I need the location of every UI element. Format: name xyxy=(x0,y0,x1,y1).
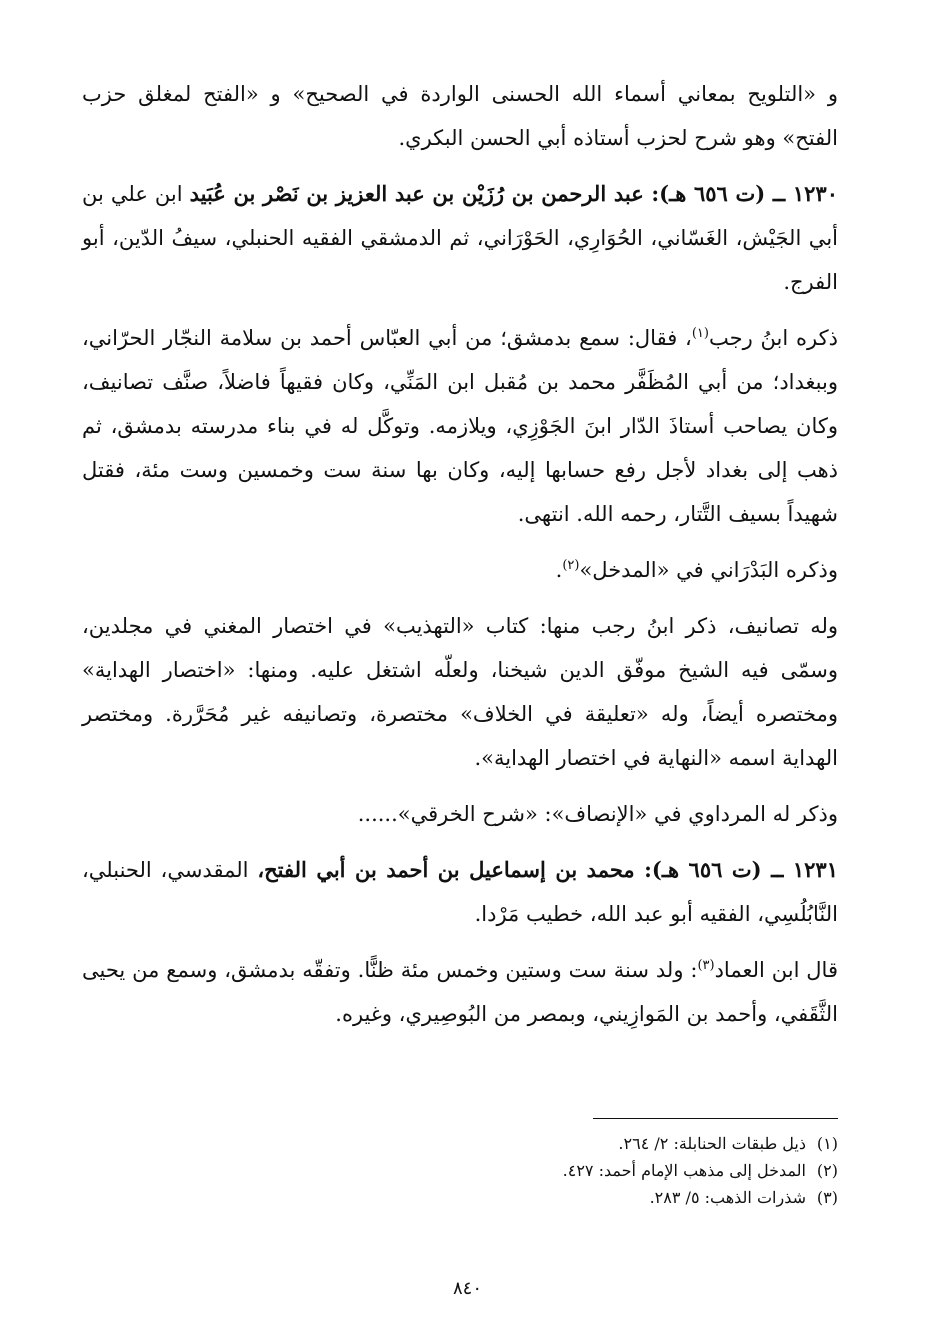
footnote-divider xyxy=(593,1118,838,1119)
paragraph-works xyxy=(82,604,838,780)
footnote-text: شذرات الذهب: ٥/ ٢٨٣. xyxy=(649,1188,806,1207)
paragraph-text: وذكر له المرداوي في «الإنصاف»: «شرح الخرقي»...... xyxy=(357,802,838,826)
footnote-text: المدخل إلى مذهب الإمام أحمد: ٤٢٧. xyxy=(562,1161,806,1180)
paragraph-ibn-imad xyxy=(82,948,838,1036)
footnote-2 xyxy=(98,1157,838,1184)
paragraph-text: : ولد سنة ست وستين وخمس مئة ظنًّا. وتفقّه بدمشق، وسمع من يحيى الثَّقَفي، وأحمد بن المَوازِيني، وبمصر من البُوصِيري، وغيره. xyxy=(82,958,838,1026)
page-body xyxy=(82,72,838,1036)
paragraph-tafsir-works xyxy=(82,72,838,160)
paragraph-text: وله تصانيف، ذكر ابنُ رجب منها: كتاب «التهذيب» في اختصار المغني في مجلدين، وسمّى فيه الشيخ موفّق الدين شيخنا، ولعلّه اشتغل عليه. ومنها: «اختصار الهداية» ومختصره أيضاً، وله «تعليقة في الخلاف» مختصرة، وتصانيفه غير مُحَرَّرة. ومختصر الهداية اسمه «النهاية في اختصار الهداية». xyxy=(82,614,838,770)
paragraph-badrani xyxy=(82,548,838,592)
footnote-ref-3: (٣) xyxy=(697,958,715,973)
paragraph-text: وذكره البَدْرَاني في «المدخل» xyxy=(579,558,838,582)
entry-text: المقدسي، الحنبلي، النَّابُلُسِي، الفقيه أبو عبد الله، خطيب مَرْدا. xyxy=(82,858,838,926)
paragraph-text: قال ابن العماد xyxy=(714,958,838,982)
footnote-ref-1: (١) xyxy=(691,326,709,341)
paragraph-text: . xyxy=(555,558,563,582)
paragraph-text: ، فقال: سمع بدمشق؛ من أبي العبّاس أحمد بن سلامة النجّار الحرّاني، وببغداد؛ من أبي المُظَفَّر محمد بن مُقبل ابن المَنِّي، وكان فقيهاً فاضلاً، صنَّف تصانيف، وكان يصاحب أستاذَ الدّار ابنَ الجَوْزِي، ويلازمه. وتوكَّل له في بناء مدرسته بدمشق، ثم ذهب إلى بغداد لأجل رفع حسابها إليه، وكان بها سنة ست وخمسين وست مئة، فقتل شهيداً بسيف التَّتار، رحمه الله. انتهى. xyxy=(82,326,838,526)
paragraph-text: و «التلويح بمعاني أسماء الله الحسنى الواردة في الصحيح» و «الفتح لمغلق حزب الفتح» وهو شرح لحزب أستاذه أبي الحسن البكري. xyxy=(82,82,838,150)
footnote-ref-2: (٢) xyxy=(562,558,580,573)
entry-1231 xyxy=(82,848,838,936)
footnote-1 xyxy=(98,1130,838,1157)
footnote-text: ذيل طبقات الحنابلة: ٢/ ٢٦٤. xyxy=(618,1134,806,1153)
entry-1230 xyxy=(82,172,838,304)
page-number: ٨٤٠ xyxy=(452,1278,482,1299)
paragraph-mardawi xyxy=(82,792,838,836)
paragraph-ibn-rajab xyxy=(82,316,838,536)
entry-text: ابن علي بن أبي الجَيْش، الغَسّاني، الحُوَارِي، الحَوْرَاني، ثم الدمشقي الفقيه الحنبلي، سيفُ الدّين، أبو الفرج. xyxy=(82,182,838,294)
footnote-3 xyxy=(98,1184,838,1211)
footnote-number: (١) xyxy=(816,1134,838,1153)
footnote-number: (٣) xyxy=(816,1188,838,1207)
entry-heading: ١٢٣٠ ــ (ت ٦٥٦ هـ): عبد الرحمن بن رُزَيْن بن عبد العزيز بن نَصْر بن عُبَيد xyxy=(189,181,838,206)
paragraph-text: ذكره ابنُ رجب xyxy=(708,326,838,350)
footnote-number: (٢) xyxy=(816,1161,838,1180)
footnotes xyxy=(98,1130,838,1211)
entry-heading: ١٢٣١ ــ (ت ٦٥٦ هـ): محمد بن إسماعيل بن أحمد بن أبي الفتح، xyxy=(257,857,838,882)
